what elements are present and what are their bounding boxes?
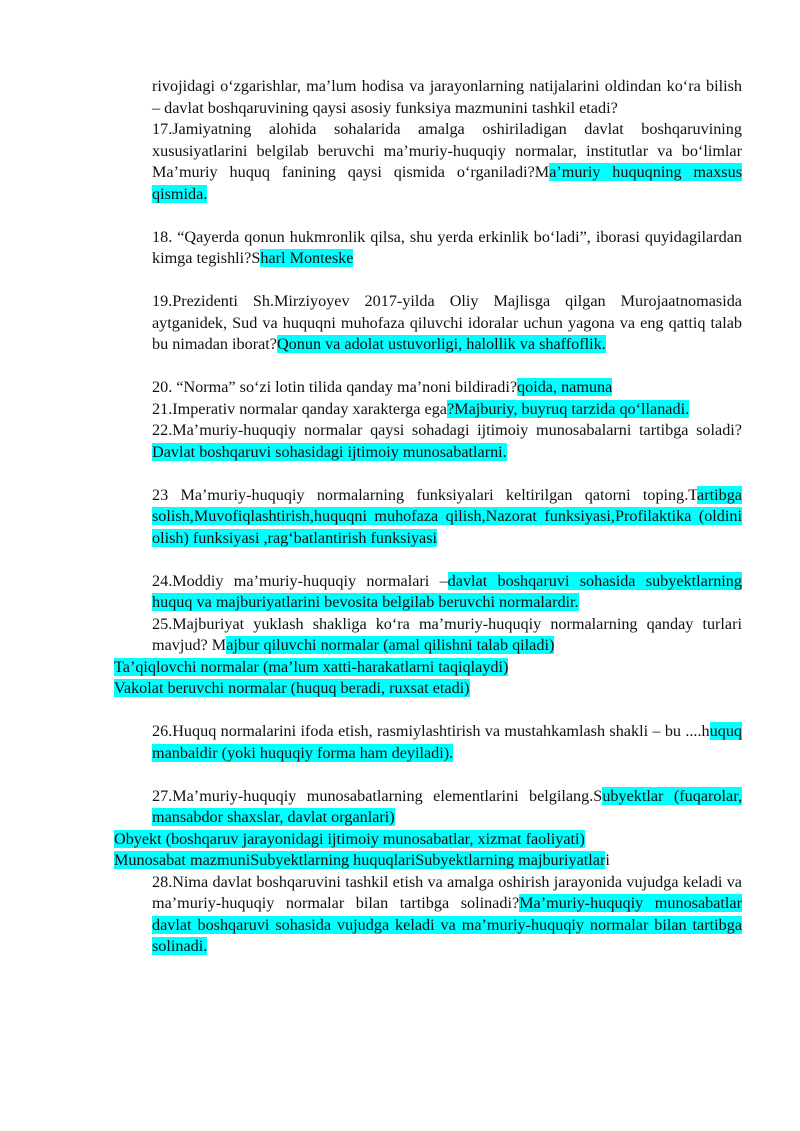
question-text: 28.Nima davlat boshqaruvini tashkil etish va amalga oshirish jarayonida vujudga keladi va maʼmuriy-huquqiy normalar bilan tartibga solinadi? (152, 872, 742, 912)
question-21 (152, 399, 742, 421)
question-text: 19.Prezidenti Sh.Mirziyoyev 2017-yilda Oliy Majlisga qilgan Murojaatnomasida aytganidek, Sud va huquqni muhofaza qiluvchi idoralar uchun yagona va eng qattiq talab bu nimadan iborat? (152, 292, 742, 353)
question-18 (152, 227, 742, 270)
highlighted-answer: harl Monteske (260, 249, 354, 267)
highlighted-answer: qoida, namuna (517, 378, 613, 396)
question-27 (152, 786, 742, 829)
highlighted-answer: ubyektlar (fuqarolar, mansabdor shaxslar, davlat organlari) (152, 786, 742, 826)
highlighted-answer: Davlat boshqaruvi sohasidagi ijtimoiy munosabatlarni. (152, 442, 507, 461)
paragraph-intro: rivojidagi oʻzgarishlar, maʼlum hodisa va jarayonlarning natijalarini oldindan koʻra bilish – davlat boshqaruvining qaysi asosiy funksiya mazmunini tashkil etadi? (152, 77, 742, 117)
question-text: 22.Maʼmuriy-huquqiy normalar qaysi sohadagi ijtimoiy munosabalarni tartibga soladi? (152, 421, 742, 439)
highlighted-answer: uquq manbaidir (yoki huquqiy forma ham deyiladi). (152, 722, 742, 762)
question-20 (152, 377, 742, 399)
answer-line: Taʼqiqlovchi normalar (maʼlum xatti-harakatlarni taqiqlaydi) (114, 657, 509, 676)
question-text: 17.Jamiyatning alohida sohalarida amalga oshiriladigan davlat boshqaruvining xususiyatlarini belgilab beruvchi maʼmuriy-huquqiy normalar, institutlar va boʻlimlar Maʼmuriy huquq fanining qaysi qismida oʻrganiladi?M (152, 120, 742, 181)
highlighted-answer: aʼmuriy huquqning maxsus qismida. (152, 163, 742, 203)
question-text: 23 Maʼmuriy-huquqiy normalarning funksiyalari keltirilgan qatorni toping.T (152, 485, 698, 504)
highlighted-answer: Maʼmuriy-huquqiy munosabatlar davlat boshqaruvi sohasida vujudga keladi va maʼmuriy-huquqiy normalar bilan tartibga solinadi. (152, 894, 742, 955)
question-19 (152, 291, 742, 356)
question-text: 25.Majburiyat yuklash shakliga koʻra maʼmuriy-huquqiy normalarning qanday turlari mavjud? M (152, 614, 742, 654)
answer-line: Munosabat mazmuniSubyektlarning huquqlariSubyektlarning majburiyatlari (114, 851, 610, 869)
highlighted-answer: ?Majburiy, buyruq tarzida qoʻllanadi. (447, 399, 690, 418)
question-text: 24.Moddiy maʼmuriy-huquqiy normalari – (152, 571, 448, 590)
question-text: 18. “Qayerda qonun hukmronlik qilsa, shu yerda erkinlik boʻladi”, iborasi quyidagilardan kimga tegishli?S (152, 227, 742, 267)
question-25 (152, 614, 742, 657)
question-26 (152, 721, 742, 764)
question-28 (152, 872, 742, 958)
question-text: 26.Huquq normalarini ifoda etish, rasmiylashtirish va mustahkamlash shakli – bu ....h (152, 722, 710, 740)
highlighted-answer: davlat boshqaruvi sohasida subyektlarning huquq va majburiyatlarini bevosita belgilab beruvchi normalardir. (152, 571, 742, 611)
document-body (114, 76, 742, 958)
highlighted-answer: ajbur qiluvchi normalar (amal qilishni talab qiladi) (226, 636, 555, 654)
question-24 (152, 571, 742, 614)
highlighted-answer: Qonun va adolat ustuvorligi, halollik va shaffoflik. (276, 335, 606, 353)
question-text: 21.Imperativ normalar qanday xarakterga ega (152, 399, 447, 418)
question-22 (152, 420, 742, 463)
question-text: 20. “Norma” soʻzi lotin tilida qanday maʼnoni bildiradi? (152, 378, 518, 396)
highlighted-answer: artibga solish,Muvofiqlashtirish,huquqni muhofaza qilish,Nazorat funksiyasi,Profilaktika (oldini olish) funksiyasi ,ragʻbatlantirish funksiyasi (152, 485, 742, 547)
answer-line: Obyekt (boshqaruv jarayonidagi ijtimoiy munosabatlar, xizmat faoliyati) (114, 829, 585, 848)
question-17 (152, 119, 742, 205)
question-23 (152, 485, 742, 550)
answer-line: Vakolat beruvchi normalar (huquq beradi, ruxsat etadi) (114, 679, 470, 697)
question-text: 27.Maʼmuriy-huquqiy munosabatlarning elementlarini belgilang.S (152, 786, 603, 805)
